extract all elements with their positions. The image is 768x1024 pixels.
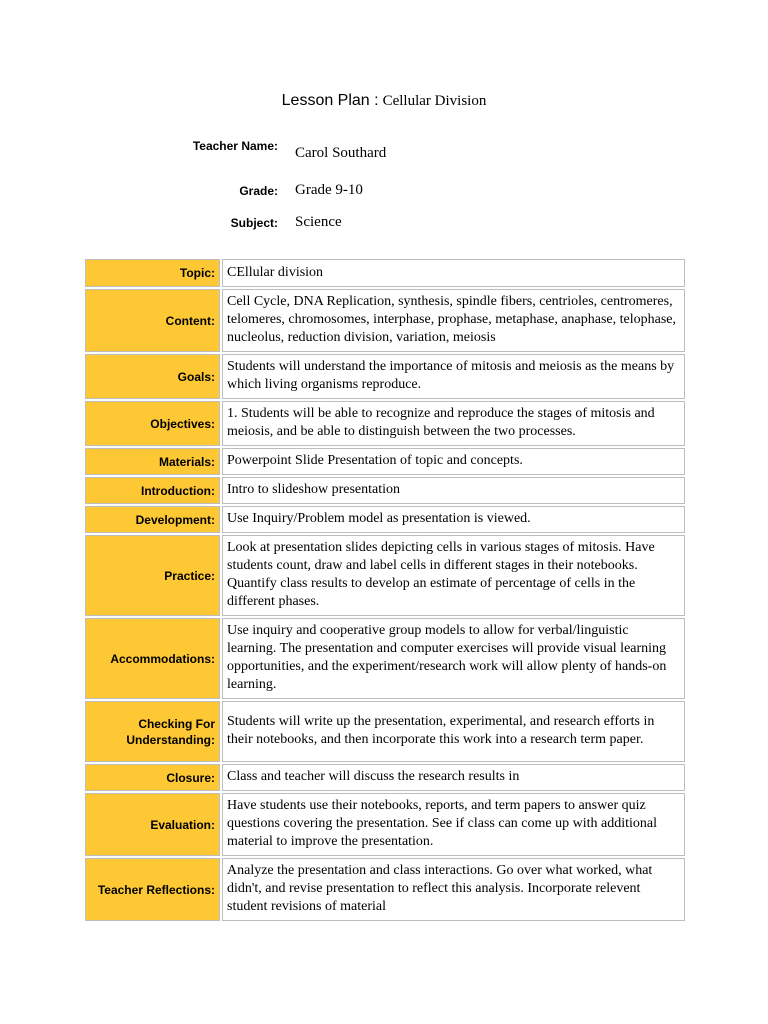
row-value: Use Inquiry/Problem model as presentation is viewed. (222, 506, 685, 533)
table-row (85, 259, 685, 287)
title-subject: Cellular Division (382, 93, 487, 109)
row-value: Students will write up the presentation, experimental, and research efforts in their notebooks, and then incorporate this work into a research term paper. (222, 701, 685, 762)
row-label: Accommodations: (85, 618, 220, 699)
table-row (85, 506, 685, 533)
row-value: Intro to slideshow presentation (222, 477, 685, 504)
row-label: Evaluation: (85, 793, 220, 856)
table-row (85, 793, 685, 856)
table-row (85, 618, 685, 699)
subject-label: Subject: (230, 216, 278, 230)
row-value: Look at presentation slides depicting cells in various stages of mitosis. Have students count, draw and label cells in different stages in their notebooks. Quantify class results to develop an estimate of percentage of cells in the different phases. (222, 535, 685, 616)
row-value: Have students use their notebooks, reports, and term papers to answer quiz questions covering the presentation. See if class can come up with additional material to improve the presentation. (222, 793, 685, 856)
row-label: Materials: (85, 448, 220, 475)
table-row (85, 448, 685, 475)
row-label: Introduction: (85, 477, 220, 504)
row-label: Closure: (85, 764, 220, 791)
row-value: Powerpoint Slide Presentation of topic and concepts. (222, 448, 685, 475)
teacher-name-value: Carol Southard (295, 145, 387, 161)
table-row (85, 289, 685, 352)
table-row (85, 401, 685, 446)
table-row (85, 535, 685, 616)
row-value: Students will understand the importance of mitosis and meiosis as the means by which living organisms reproduce. (222, 354, 685, 399)
row-label: Development: (85, 506, 220, 533)
table-row (85, 477, 685, 504)
table-row (85, 764, 685, 791)
table-row (85, 858, 685, 921)
grade-value: Grade 9-10 (295, 182, 363, 198)
row-value: Class and teacher will discuss the research results in (222, 764, 685, 791)
row-value: Analyze the presentation and class interactions. Go over what worked, what didn't, and revise presentation to reflect this analysis. Incorporate relevent student revisions of material (222, 858, 685, 921)
lesson-plan-table (83, 257, 687, 923)
row-value: Use inquiry and cooperative group models to allow for verbal/linguistic learning. The presentation and computer exercises will provide visual learning opportunities, and the experiment/research work will allow plenty of hands-on learning. (222, 618, 685, 699)
table-row (85, 354, 685, 399)
row-label: Content: (85, 289, 220, 352)
table-row (85, 701, 685, 762)
row-value: 1. Students will be able to recognize and reproduce the stages of mitosis and meiosis, and be able to distinguish between the two processes. (222, 401, 685, 446)
row-label: Checking For Understanding: (85, 701, 220, 762)
row-label: Topic: (85, 259, 220, 287)
row-value: CEllular division (222, 259, 685, 287)
row-label: Practice: (85, 535, 220, 616)
subject-value: Science (295, 214, 342, 230)
row-label: Teacher Reflections: (85, 858, 220, 921)
teacher-name-label: Teacher Name: (192, 139, 278, 153)
grade-label: Grade: (239, 184, 278, 198)
row-label: Objectives: (85, 401, 220, 446)
row-value: Cell Cycle, DNA Replication, synthesis, spindle fibers, centrioles, centromeres, telomeres, chromosomes, interphase, prophase, metaphase, anaphase, telophase, nucleolus, reduction division, variation, meiosis (222, 289, 685, 352)
row-label: Goals: (85, 354, 220, 399)
title-lead: Lesson Plan : (281, 92, 379, 109)
page-title (0, 92, 768, 110)
